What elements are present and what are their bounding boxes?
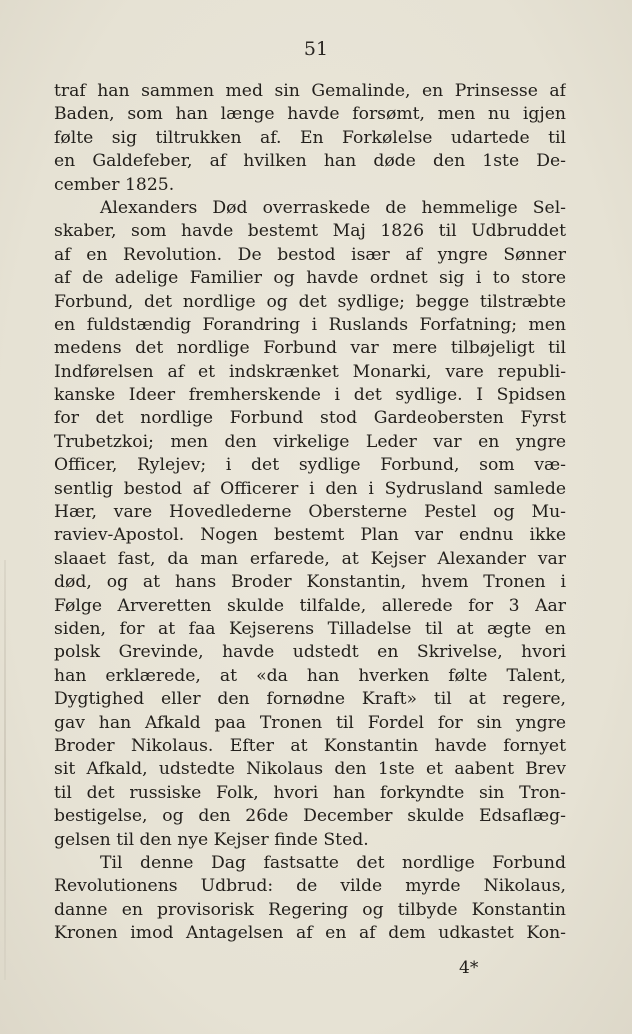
text-line: Baden, som han længe havde forsømt, men nu igjen: [54, 104, 566, 125]
text-line: danne en provisorisk Regering og tilbyde Konstantin: [54, 899, 566, 920]
text-line: cember 1825.: [54, 174, 175, 195]
text-line: siden, for at faa Kejserens Tilladelse til at ægte en: [54, 618, 566, 639]
text-line: til det russiske Folk, hvori han forkyndte sin Tron-: [54, 782, 566, 803]
text-line: Kronen imod Antagelsen af en af dem udkastet Kon-: [54, 923, 566, 944]
text-line: Indførelsen af et indskrænket Monarki, vare republi-: [54, 361, 566, 382]
text-line: Til denne Dag fastsatte det nordlige Forbund: [100, 852, 566, 873]
text-line: kanske Ideer fremherskende i det sydlige. I Spidsen: [54, 385, 566, 406]
text-line: slaaet fast, da man erfarede, at Kejser Alexander var: [54, 548, 566, 569]
text-line: Dygtighed eller den fornødne Kraft» til at regere,: [54, 689, 566, 710]
text-line: traf han sammen med sin Gemalinde, en Prinsesse af: [54, 81, 566, 101]
signature-mark: 4*: [459, 958, 479, 978]
text-line: Broder Nikolaus. Efter at Konstantin havde fornyet: [54, 735, 566, 756]
text-line: følte sig tiltrukken af. En Forkølelse udartede til: [54, 127, 566, 148]
text-line: Revolutionens Udbrud: de vilde myrde Nikolaus,: [54, 876, 566, 897]
text-line: han erklærede, at «da han hverken følte Talent,: [54, 665, 566, 686]
text-line: medens det nordlige Forbund var mere tilbøjeligt til: [54, 338, 566, 359]
body-text: [54, 80, 566, 945]
text-line: raviev-Apostol. Nogen bestemt Plan var endnu ikke: [54, 525, 566, 546]
text-line: sentlig bestod af Officerer i den i Sydrusland samlede: [54, 478, 566, 499]
text-line: bestigelse, og den 26de December skulde Edsaflæg-: [54, 806, 566, 827]
text-line: af en Revolution. De bestod især af yngre Sønner: [54, 244, 566, 265]
text-line: Forbund, det nordlige og det sydlige; begge tilstræbte: [54, 291, 566, 312]
text-line: en fuldstændig Forandring i Ruslands Forfatning; men: [54, 314, 566, 335]
text-line: skaber, som havde bestemt Maj 1826 til Udbruddet: [54, 221, 566, 242]
text-line: gav han Afkald paa Tronen til Fordel for sin yngre: [54, 712, 566, 733]
text-line: en Galdefeber, af hvilken han døde den 1ste De-: [54, 151, 566, 172]
text-line: Alexanders Død overraskede de hemmelige Sel-: [100, 197, 566, 218]
text-line: Hær, vare Hovedlederne Obersterne Pestel og Mu-: [54, 502, 566, 523]
page-edge-shadow: [4, 560, 6, 980]
text-line: Officer, Rylejev; i det sydlige Forbund, som væ-: [54, 455, 566, 476]
text-line: død, og at hans Broder Konstantin, hvem Tronen i: [54, 572, 566, 593]
text-line: gelsen til den nye Kejser finde Sted.: [54, 829, 369, 850]
text-line: Følge Arveretten skulde tilfalde, allerede for 3 Aar: [54, 595, 566, 616]
text-line: for det nordlige Forbund stod Gardeobersten Fyrst: [54, 408, 566, 429]
text-line: af de adelige Familier og havde ordnet sig i to store: [54, 268, 566, 289]
text-line: Trubetzkoi; men den virkelige Leder var en yngre: [54, 431, 566, 452]
page-number: 51: [303, 38, 329, 60]
text-line: polsk Grevinde, havde udstedt en Skrivelse, hvori: [54, 642, 566, 663]
text-line: sit Afkald, udstedte Nikolaus den 1ste et aabent Brev: [54, 759, 566, 780]
